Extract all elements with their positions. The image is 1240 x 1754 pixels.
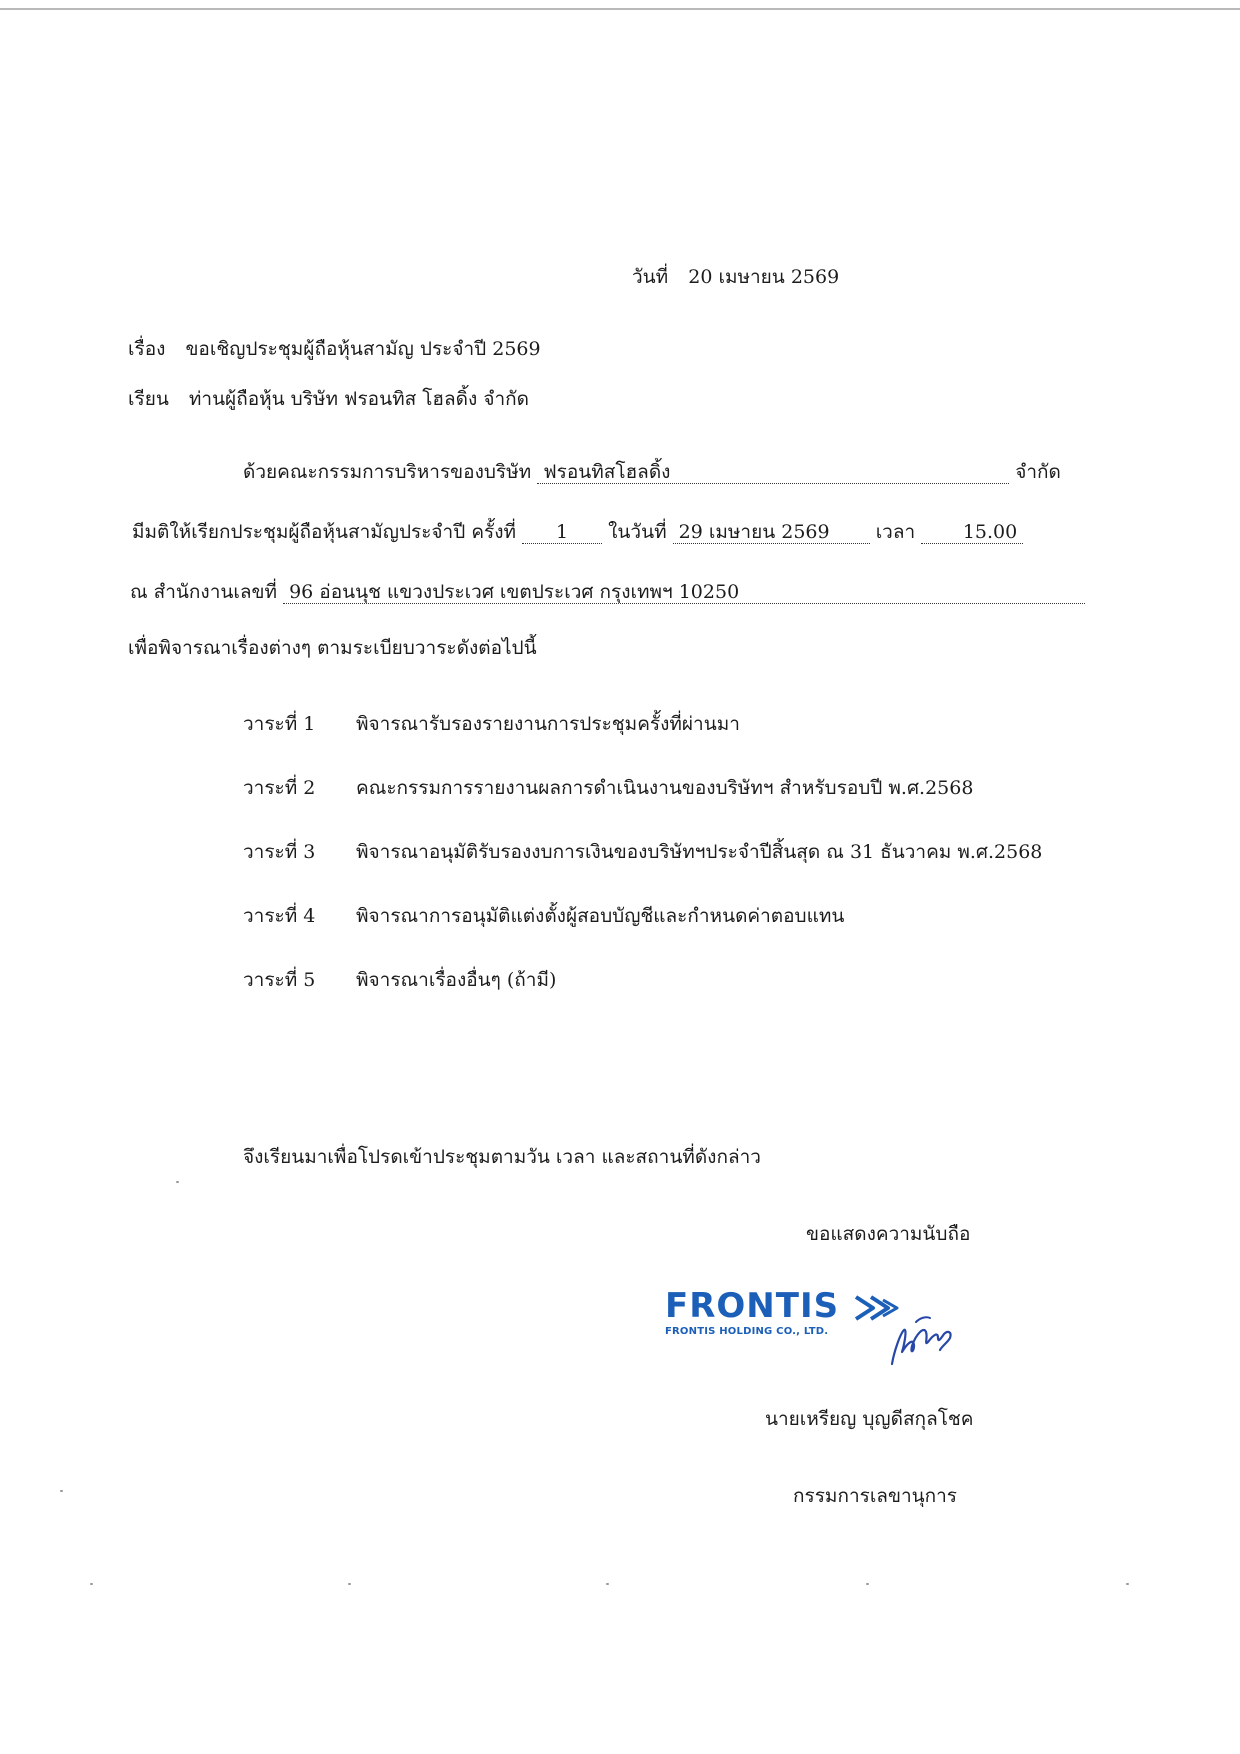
company-name-field: ฟรอนทิสโฮลดิ้ง	[537, 461, 1009, 484]
body-intro: ด้วยคณะกรรมการบริหารของบริษัท	[243, 461, 532, 483]
date-value: 20 เมษายน 2569	[688, 266, 840, 288]
agenda-text: พิจารณาอนุมัติรับรองงบการเงินของบริษัทฯประจำปีสิ้นสุด ณ 31 ธันวาคม พ.ศ.2568	[356, 841, 1043, 863]
scan-speck	[348, 1583, 351, 1585]
office-address-field: 96 อ่อนนุช แขวงประเวศ เขตประเวศ กรุงเทพฯ 10250	[283, 581, 1085, 604]
office-label: ณ สำนักงานเลขที่	[130, 581, 278, 603]
closing-text: จึงเรียนมาเพื่อโปรดเข้าประชุมตามวัน เวลา และสถานที่ดังกล่าว	[243, 1146, 761, 1168]
date-label: วันที่	[632, 266, 669, 288]
agenda-text: พิจารณาเรื่องอื่นๆ (ถ้ามี)	[356, 969, 557, 991]
body-line-4	[128, 636, 537, 660]
agenda-number: วาระที่ 4	[243, 905, 316, 927]
meeting-date-label: ในวันที่	[608, 521, 667, 543]
company-suffix: จำกัด	[1015, 461, 1061, 483]
agenda-number: วาระที่ 3	[243, 841, 316, 863]
agenda-number: วาระที่ 2	[243, 777, 316, 799]
body-line-3	[130, 580, 1085, 604]
agenda-number: วาระที่ 1	[243, 713, 316, 735]
scan-speck	[90, 1583, 93, 1585]
meeting-date-field: 29 เมษายน 2569	[673, 521, 870, 544]
recipient-line	[128, 387, 529, 411]
signatory-title: กรรมการเลขานุการ	[793, 1485, 957, 1507]
company-stamp	[665, 1288, 839, 1337]
agenda-text: พิจารณารับรองรายงานการประชุมครั้งที่ผ่านมา	[356, 713, 740, 735]
recipient-text: ท่านผู้ถือหุ้น บริษัท ฟรอนทิส โฮลดิ้ง จำกัด	[188, 388, 529, 410]
agenda-text: พิจารณาการอนุมัติแต่งตั้งผู้สอบบัญชีและกำหนดค่าตอบแทน	[356, 905, 845, 927]
subject-line	[128, 337, 541, 361]
scan-speck	[60, 1490, 63, 1492]
stamp-name: FRONTIS	[665, 1286, 840, 1326]
scan-speck	[176, 1181, 179, 1183]
agenda-text: คณะกรรมการรายงานผลการดำเนินงานของบริษัทฯ สำหรับรอบปี พ.ศ.2568	[356, 777, 974, 799]
handwritten-signature	[880, 1312, 970, 1372]
resolution-text: มีมติให้เรียกประชุมผู้ถือหุ้นสามัญประจำปี ครั้งที่	[132, 521, 517, 543]
meeting-time-field: 15.00	[921, 521, 1023, 544]
recipient-label: เรียน	[128, 388, 169, 410]
signatory-name: นายเหรียญ บุญดีสกุลโชค	[765, 1408, 974, 1430]
date-line	[632, 265, 839, 289]
body-line-1	[243, 460, 1061, 484]
subject-text: ขอเชิญประชุมผู้ถือหุ้นสามัญ ประจำปี 2569	[185, 338, 541, 360]
regards-text: ขอแสดงความนับถือ	[806, 1223, 971, 1245]
scan-speck	[866, 1583, 869, 1585]
body-line-2	[132, 520, 1023, 544]
subject-label: เรื่อง	[128, 338, 166, 360]
scan-edge-line	[0, 8, 1240, 10]
stamp-subtitle: FRONTIS HOLDING CO., LTD.	[665, 1326, 829, 1337]
scan-speck	[1126, 1583, 1129, 1585]
scan-speck	[606, 1583, 609, 1585]
agenda-number: วาระที่ 5	[243, 969, 316, 991]
meeting-time-label: เวลา	[875, 521, 916, 543]
agenda-intro: เพื่อพิจารณาเรื่องต่างๆ ตามระเบียบวาระดังต่อไปนี้	[128, 637, 537, 659]
meeting-number-field: 1	[522, 521, 602, 544]
